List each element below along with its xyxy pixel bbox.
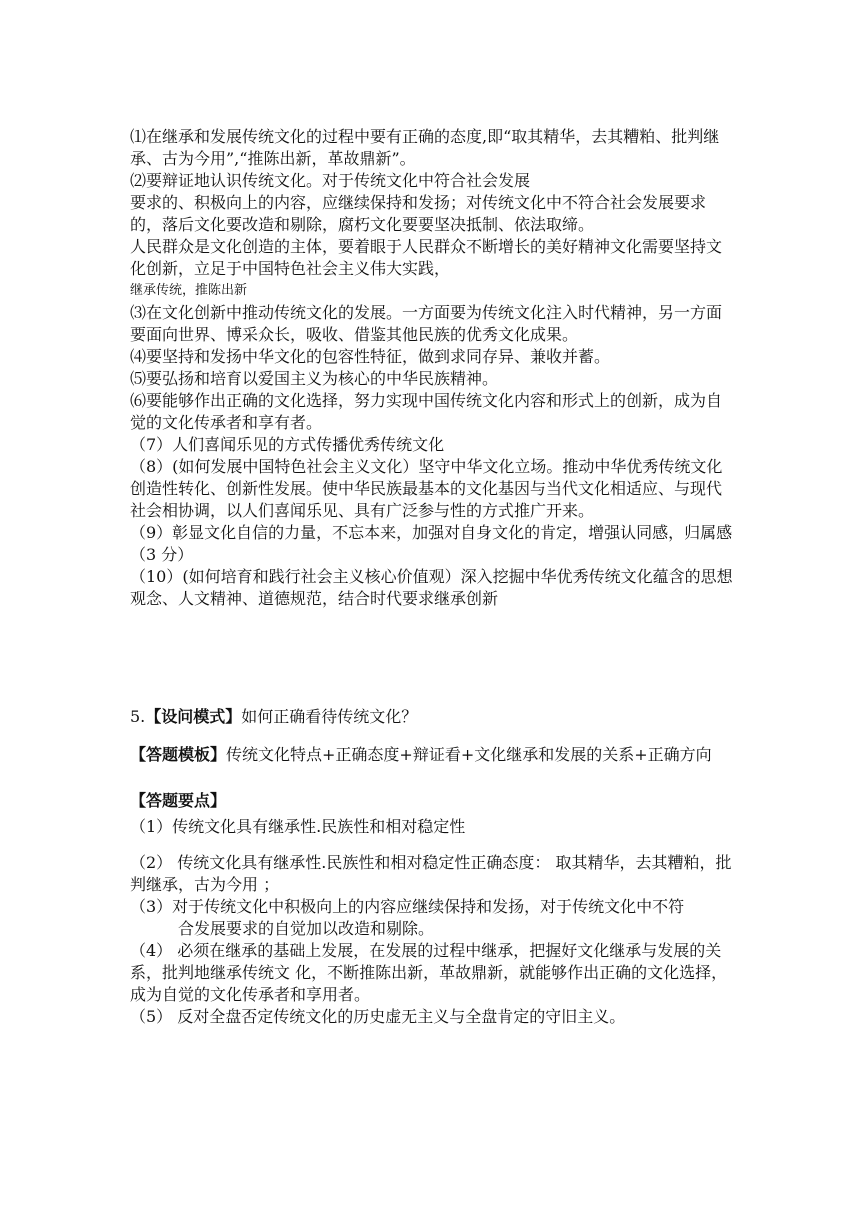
template-text: 传统文化特点+正确态度+辩证看+文化继承和发展的关系+正确方向	[226, 745, 712, 764]
paragraph-13: （10）(如何培育和践行社会主义核心价值观）深入挖掘中华优秀传统文化蕴含的思想观念、人文精神、道德规范，结合时代要求继承创新	[130, 567, 733, 608]
point-1: （1）传统文化具有继承性.民族性和相对稳定性	[130, 817, 466, 836]
paragraph-7: ⑷要坚持和发扬中华文化的包容性特征，做到求同存异、兼收并蓄。	[130, 347, 611, 366]
paragraph-2: ⑵要辩证地认识传统文化。对于传统文化中符合社会发展	[130, 171, 531, 190]
template-tag: 【答题模板】	[130, 745, 227, 764]
paragraph-1: ⑴在继承和发展传统文化的过程中要有正确的态度,即“取其精华，去其糟粕、批判继承、古为今用”,“推陈出新，革故鼎新”。	[130, 127, 720, 168]
paragraph-11: （8）(如何发展中国特色社会主义文化）坚守中华文化立场。推动中华优秀传统文化创造性转化、创新性发展。使中华民族最基本的文化基因与当代文化相适应、与现代社会相协调，以人们喜闻乐见、具有广泛参与性的方式推广开来。	[130, 457, 723, 520]
paragraph-9: ⑹要能够作出正确的文化选择，努力实现中国传统文化内容和形式上的创新，成为自觉的文化传承者和享有者。	[130, 391, 723, 432]
point-4: （4） 必须在继承的基础上发展，在发展的过程中继承，把握好文化继承与发展的关系，批判地继承传统文 化，不断推陈出新，革故鼎新，就能够作出正确的文化选择，成为自觉的文化传承者和享用者。	[130, 941, 728, 1004]
point-3-continued: 合发展要求的自觉加以改造和剔除。	[178, 919, 435, 938]
point-5: （5） 反对全盘否定传统文化的历史虚无主义与全盘肯定的守旧主义。	[130, 1007, 626, 1026]
question-number: 5.	[130, 707, 146, 726]
question-text: 如何正确看待传统文化？	[241, 707, 418, 726]
paragraph-12: （9）彰显文化自信的力量，不忘本来，加强对自身文化的肯定，增强认同感，归属感（3 分）	[130, 523, 733, 564]
question-tag: 【设问模式】	[145, 707, 242, 726]
paragraph-6: ⑶在文化创新中推动传统文化的发展。一方面要为传统文化注入时代精神，另一方面要面向世界、博采众长，吸收、借鉴其他民族的优秀文化成果。	[130, 303, 723, 344]
point-3: （3）对于传统文化中积极向上的内容应继续保持和发扬，对于传统文化中不符	[130, 897, 685, 916]
point-2: （2） 传统文化具有继承性.民族性和相对稳定性正确态度： 取其精华，去其糟粕，批判继承，古为今用 ；	[130, 853, 732, 894]
paragraph-8: ⑸要弘扬和培育以爱国主义为核心的中华民族精神。	[130, 369, 499, 388]
paragraph-4: 人民群众是文化创造的主体，要着眼于人民群众不断增长的美好精神文化需要坚持文化创新，立足于中国特色社会主义伟大实践，	[130, 237, 723, 278]
paragraph-5: 继承传统，推陈出新	[130, 283, 248, 298]
paragraph-10: （7）人们喜闻乐见的方式传播优秀传统文化	[130, 435, 445, 454]
paragraph-3: 要求的、积极向上的内容，应继续保持和发扬；对传统文化中不符合社会发展要求的，落后文化要改造和剔除，腐朽文化要要坚决抵制、依法取缔。	[130, 193, 707, 234]
template-line	[130, 744, 735, 766]
points-heading: 【答题要点】	[130, 791, 227, 810]
question-line	[130, 706, 735, 728]
